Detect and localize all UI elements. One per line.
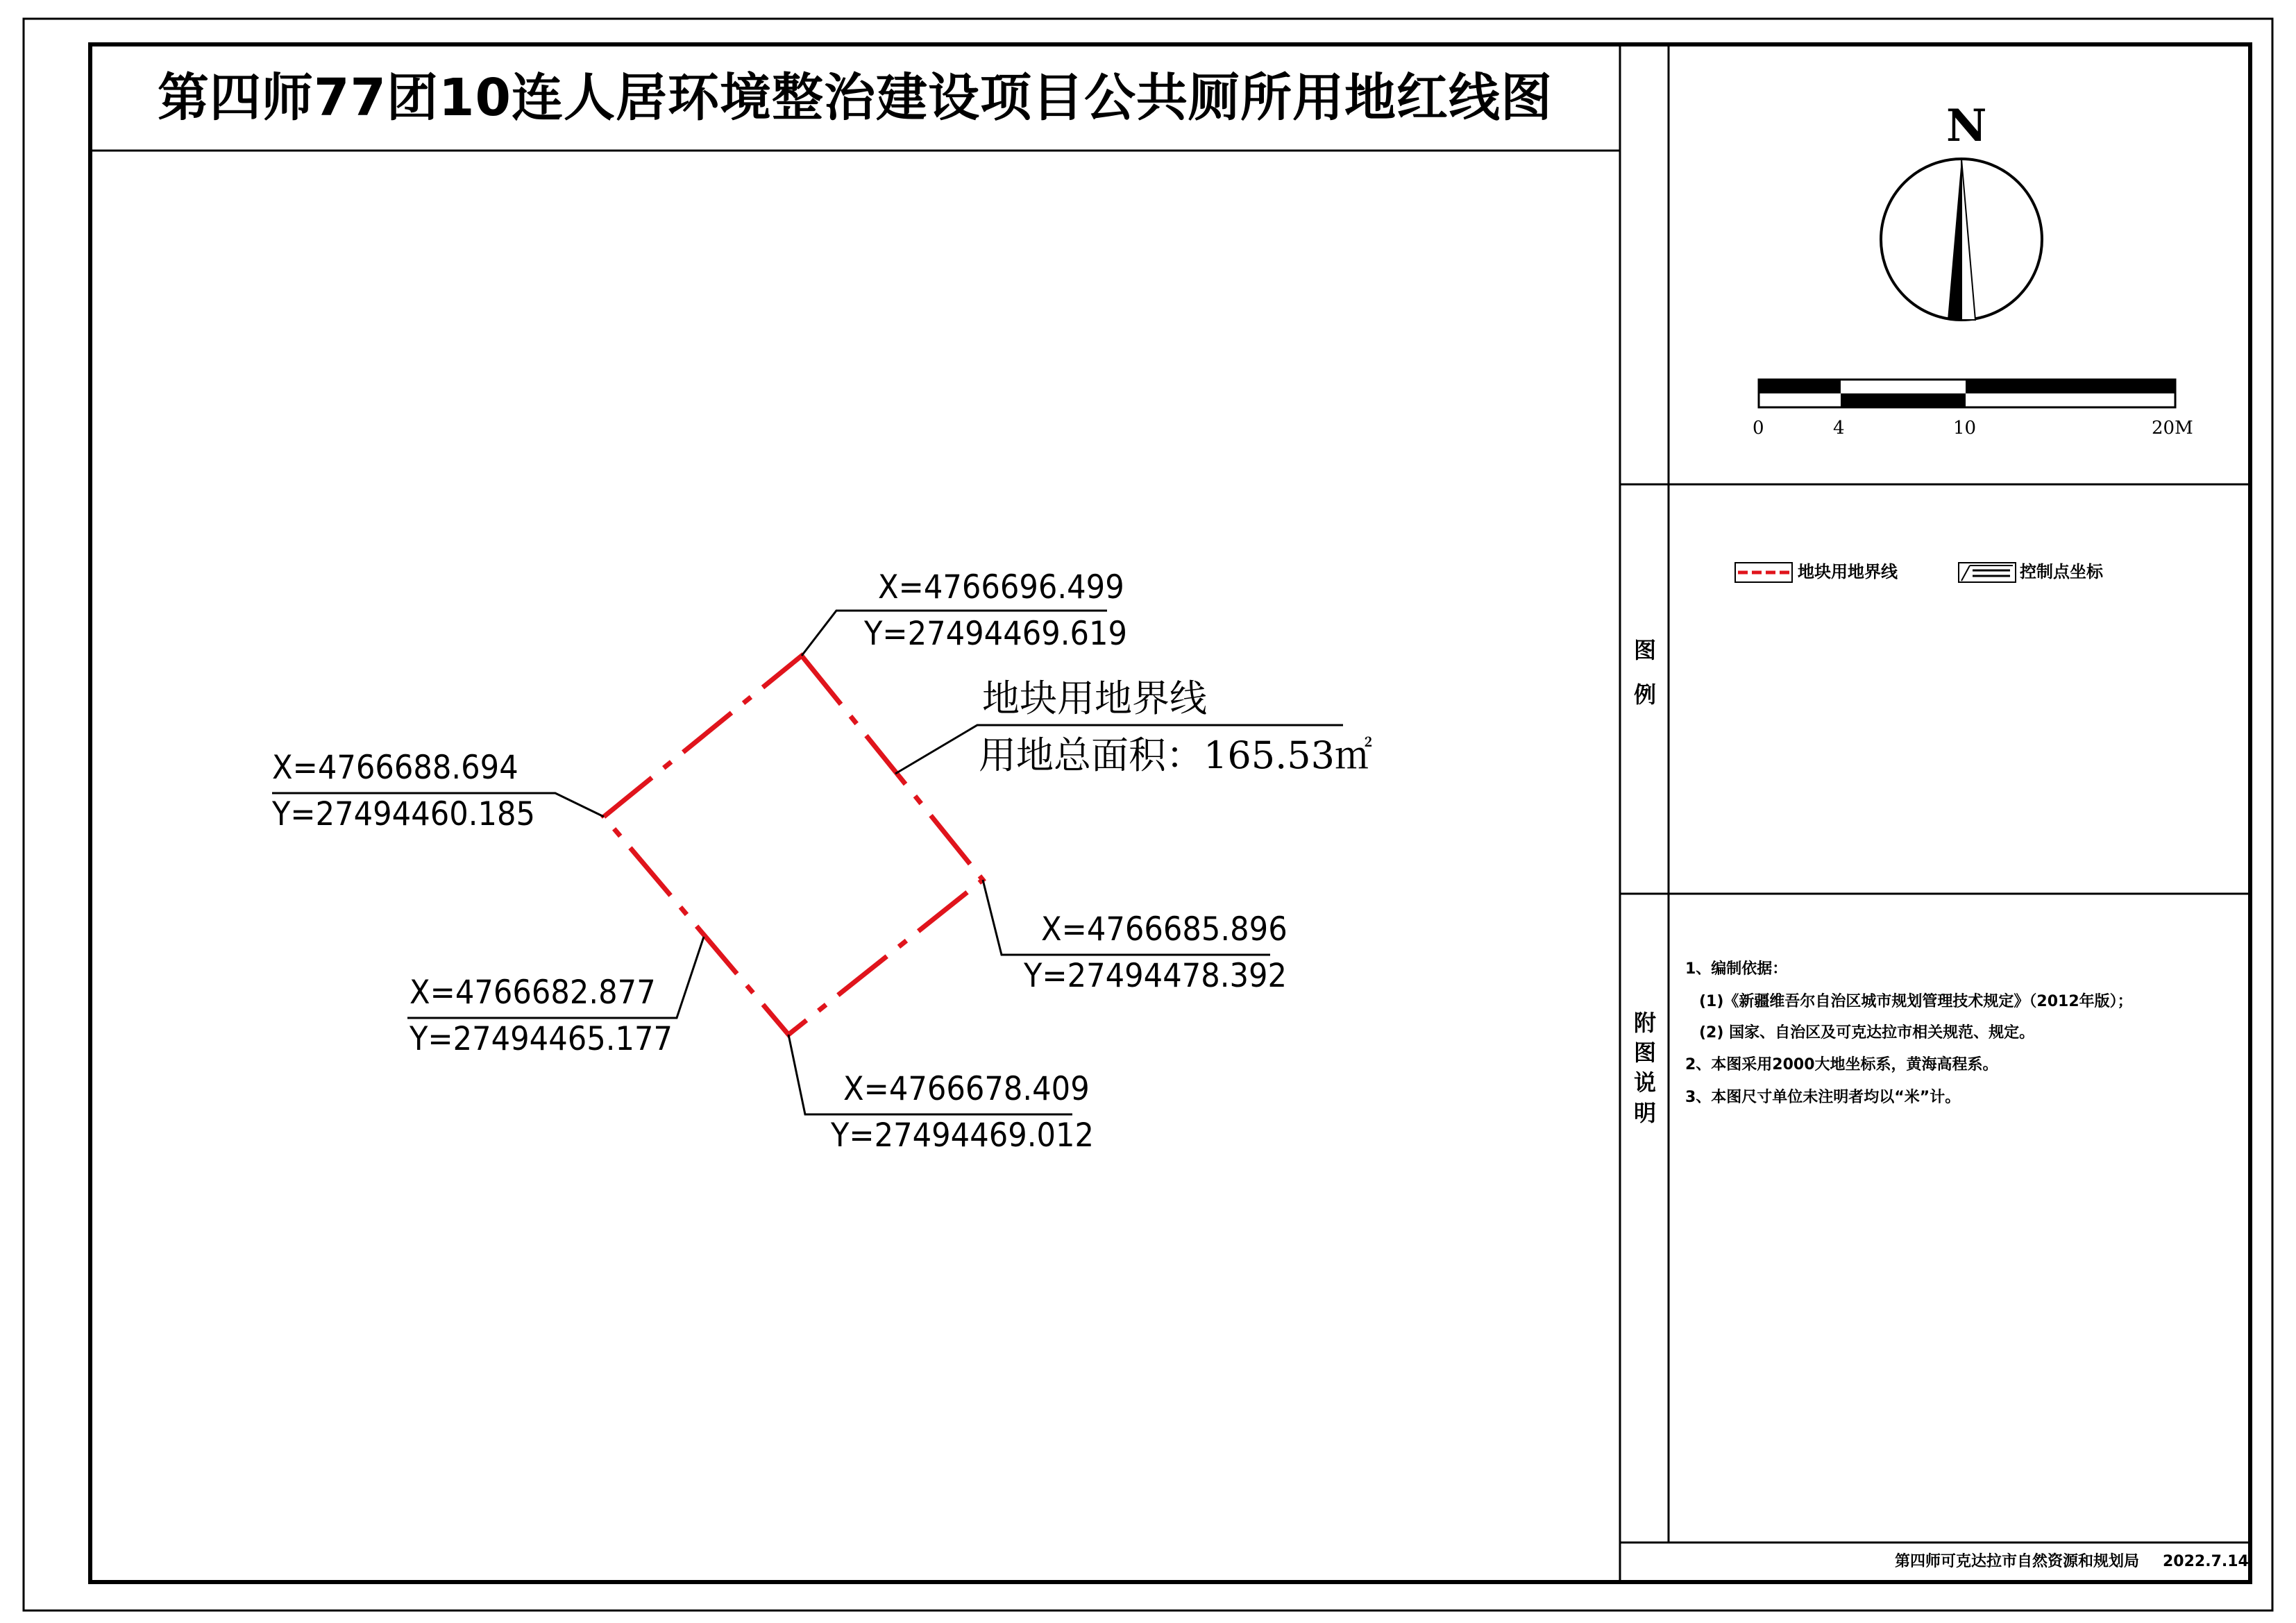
vertex-2-x: X=4766688.694 [272,749,518,787]
north-arrow-needle-right [1961,159,1975,320]
north-arrow-needle-left [1948,159,1961,320]
footer-date: 2022.7.14 [2163,1553,2249,1570]
scale-bar [1759,380,2175,407]
footer-agency: 第四师可克达拉市自然资源和规划局 [1895,1553,2140,1570]
vertex-2-y: Y=27494460.185 [272,795,536,833]
vertex-3-y: Y=27494478.392 [1024,957,1288,995]
vertex-4-x: X=4766682.877 [410,974,656,1012]
notes-heading-text: 附图说明 [1633,1010,1656,1126]
note-line-2: (1)《新疆维吾尔自治区城市规划管理技术规定》（2012年版）； [1699,993,2133,1010]
scale-tick-10: 10 [1953,418,1977,439]
note-line-5: 3、本图尺寸单位未注明者均以“米”计。 [1685,1089,1961,1106]
vertex-1-y: Y=27494469.619 [864,615,1128,653]
scale-seg-10-20-top [1966,380,2175,393]
vertex-1-x: X=4766696.499 [878,568,1124,606]
vertex-3-x: X=4766685.896 [1041,910,1288,949]
vertex-4-y: Y=27494465.177 [410,1020,673,1058]
note-line-1: 1、编制依据： [1685,960,1788,978]
legend-heading-text: 图例 [1633,637,1656,708]
legend-item-control-point: 控制点坐标 [2020,562,2103,581]
legend-item-boundary: 地块用地界线 [1798,562,1898,581]
vertex-5-x: X=4766678.409 [843,1070,1090,1108]
note-line-4: 2、本图采用2000大地坐标系，黄海高程系。 [1685,1056,1998,1073]
scale-seg-0-4-top [1759,380,1841,393]
control-point-icon [1959,563,2016,582]
legend-heading [1631,628,1659,717]
north-label: N [1946,100,1987,152]
parcel-boundary [604,656,983,1035]
scale-seg-4-10-bottom [1841,393,1966,407]
note-line-3: (2) 国家、自治区及可克达拉市相关规范、规定。 [1699,1024,2035,1042]
scale-tick-4: 4 [1833,418,1845,439]
parcel-area: 用地总面积：165.53㎡ [979,733,1372,777]
map-title: 第四师77团10连人居环境整治建设项目公共厕所用地红线图 [158,68,1553,128]
scale-tick-20m: 20M [2152,418,2193,439]
red-dashed-line-icon [1735,563,1792,582]
north-arrow [1881,159,2042,320]
notes-heading [1631,1008,1659,1128]
parcel-label: 地块用地界线 [982,677,1207,720]
vertex-5-y: Y=27494469.012 [831,1116,1095,1155]
scale-tick-0: 0 [1753,418,1764,439]
